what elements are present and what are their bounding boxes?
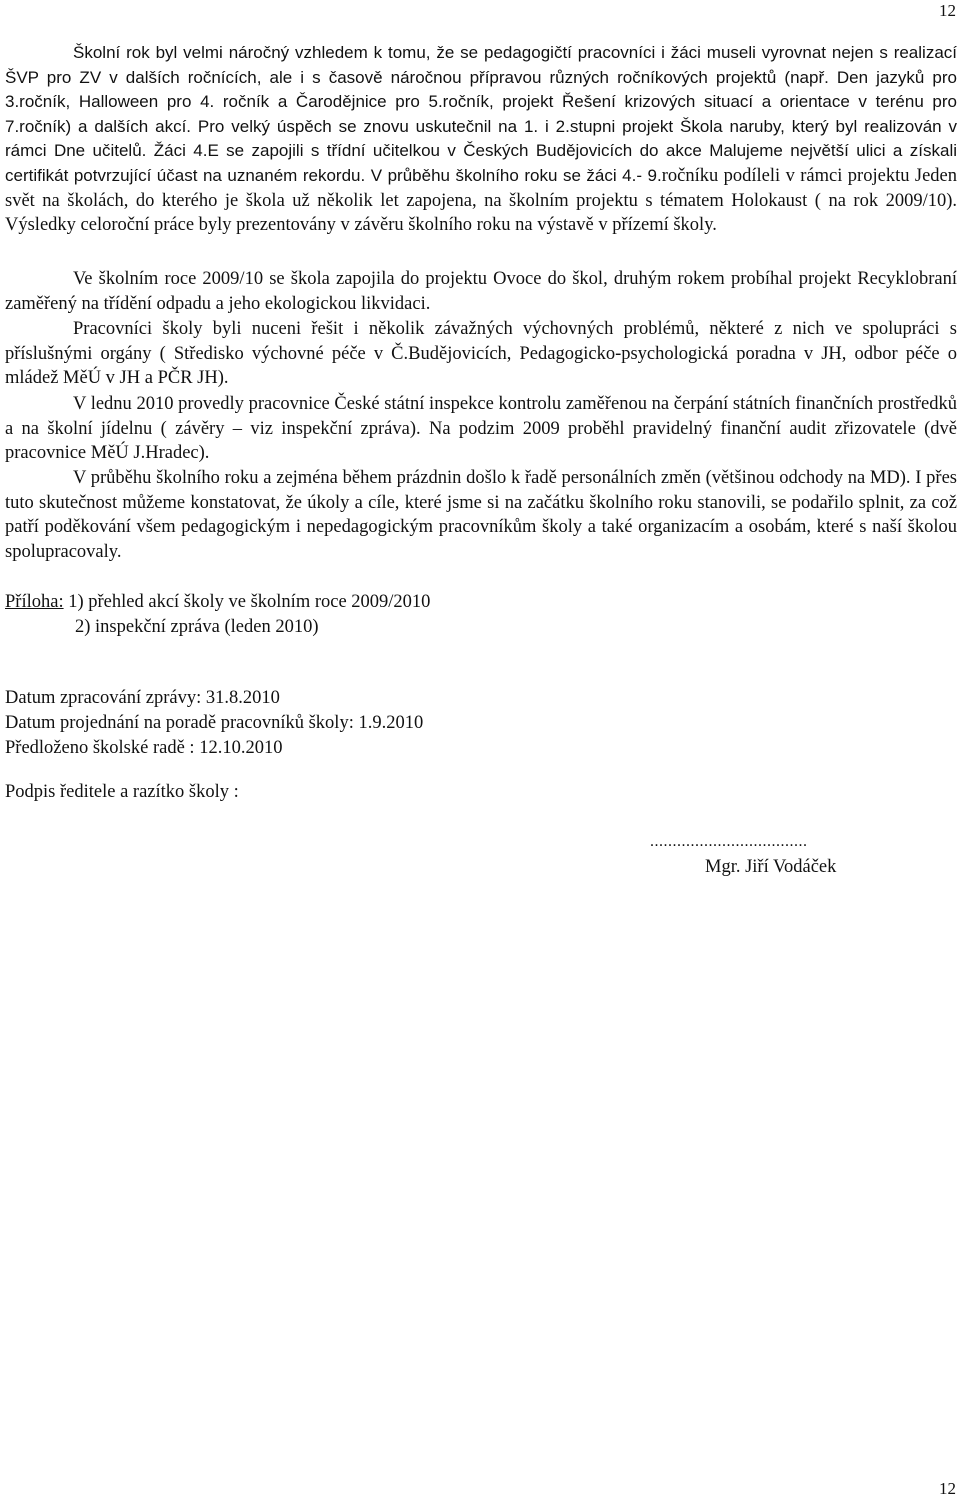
signer-name: Mgr. Jiří Vodáček [705, 857, 837, 877]
page-number-bottom: 12 [939, 1479, 956, 1498]
date-discussed: Datum projednání na poradě pracovníků školy: 1.9.2010 [5, 713, 424, 733]
paragraph-school-year-serif-part: ročníku podíleli v rámci projektu Jeden svět na školách, do kterého je škola už několik let zapojena, na školním projektu s tématem Holokaust ( na rok 2009/10). Výsledky celoroční práce byly prezentovány v závěru školního roku na výstavě v přízemí školy. [5, 165, 958, 236]
paragraph-inspection: V lednu 2010 provedly pracovnice České státní inspekce kontrolu zaměřenou na čerpání státních finančních prostředků a na školní jídelnu ( závěry – viz inspekční zpráva). Na podzim 2009 proběhl pravidelný finanční audit zřizovatele (dvě pracovnice MěÚ J.Hradec). [5, 394, 957, 464]
paragraph-behavior-problems: Pracovníci školy byli nuceni řešit i několik závažných výchovných problémů, některé z nich ve spolupráci s příslušnými orgány ( Středisko výchovné péče v Č.Budějovicích, Pedagogicko-psychologická poradna v JH, odbor péče o mládež MěÚ v JH a PČR JH). [5, 319, 957, 389]
attachment-label: Příloha: [5, 592, 64, 612]
signature-line: ................................... [650, 833, 808, 850]
paragraph-personnel-changes: V průběhu školního roku a zejména během prázdnin došlo k řadě personálních změn (většinou odchody na MD). I přes tuto skutečnost můžeme konstatovat, že úkoly a cíle, které jsme si na začátku školního roku stanovili, se podařilo splnit, za což patří poděkování všem pedagogickým i nepedagogickým pracovníkům školy a také organizacím a osobám, které s naší školou spolupracovaly. [5, 468, 957, 562]
paragraph-school-year [5, 41, 957, 238]
attachment-item-2: 2) inspekční zpráva (leden 2010) [75, 617, 319, 637]
paragraph-projects: Ve školním roce 2009/10 se škola zapojila do projektu Ovoce do škol, druhým rokem probíhal projekt Recyklobraní zaměřený na třídění odpadu a jeho ekologickou likvidaci. [5, 269, 957, 314]
date-processed: Datum zpracování zprávy: 31.8.2010 [5, 688, 280, 708]
date-submitted: Předloženo školské radě : 12.10.2010 [5, 738, 283, 758]
paragraph-school-year-sans-part: Školní rok byl velmi náročný vzhledem k tomu, že se pedagogičtí pracovníci i žáci museli vyrovnat nejen s realizací ŠVP pro ZV v dalších ročnících, ale i s časově náročnou přípravou různých ročníkových projektů (např. Den jazyků pro 3.ročník, Halloween pro 4. ročník a Čarodějnice pro 5.ročník, projekt Řešení krizových situací a orientace v terénu pro 7.ročník) a dalších akcí. Pro velký úspěch se znovu uskutečnil na 1. i 2.stupni projekt Škola naruby, který byl realizován v rámci Dne učitelů. Žáci 4.E se zapojili s třídní učitelkou v Českých Budějovicích do akce Malujeme největší ulici a získali certifikát potvrzující účast na uznaném rekordu. V průběhu školního roku se žáci 4.- 9. [5, 43, 957, 185]
signature-label: Podpis ředitele a razítko školy : [5, 782, 239, 802]
attachment-line-1 [5, 590, 430, 614]
attachment-item-1: 1) přehled akcí školy ve školním roce 2009/2010 [63, 592, 431, 612]
page-number-top: 12 [939, 1, 956, 20]
